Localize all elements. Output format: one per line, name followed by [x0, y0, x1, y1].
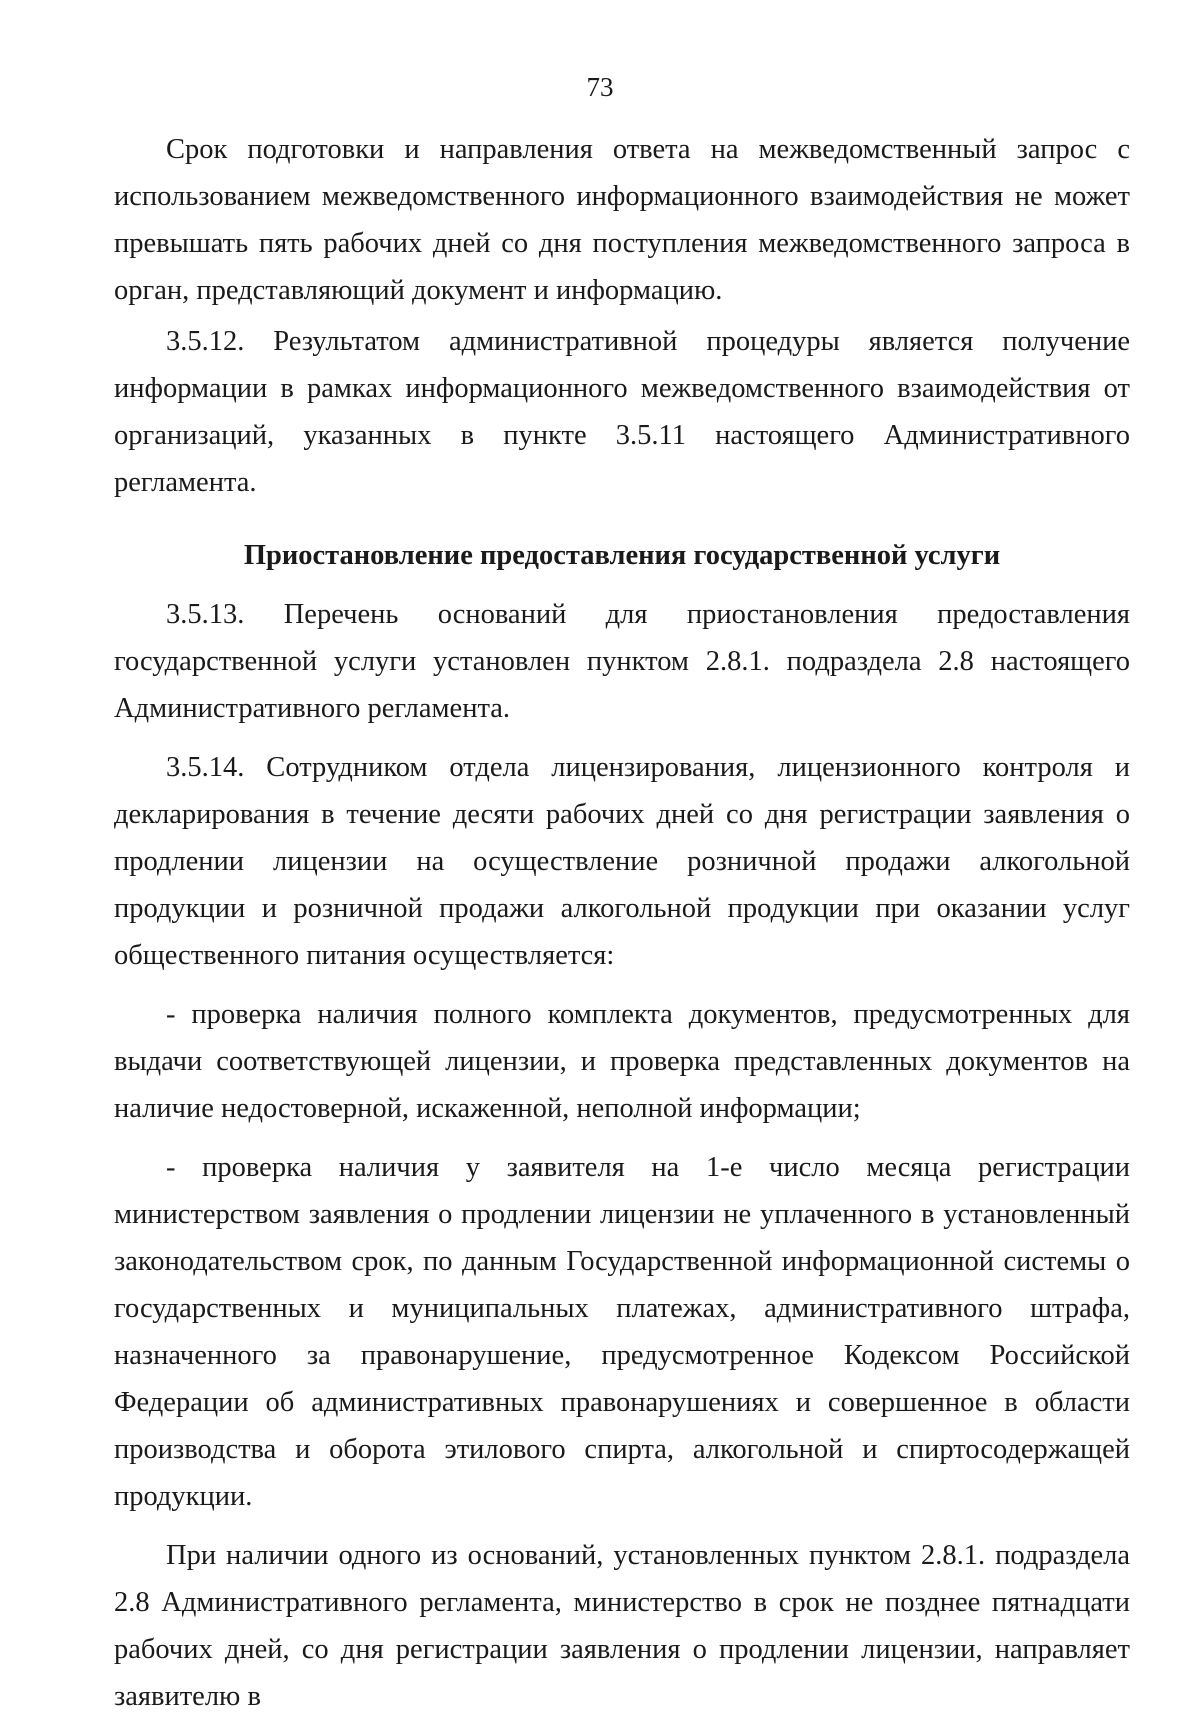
page-number: 73 [586, 72, 614, 102]
list-item-document-check: - проверка наличия полного комплекта документов, предусмотренных для выдачи соответствующей лицензии, и проверка представленных документов на наличие недостоверной, искаженной, неполной информации; [114, 999, 1130, 1124]
paragraph-response-deadline: Срок подготовки и направления ответа на межведомственный запрос с использованием межведомственного информационного взаимодействия не может превышать пять рабочих дней со дня поступления межведомственного запроса в орган, представляющий документ и информацию. [114, 134, 1130, 306]
paragraph-3-5-13: 3.5.13. Перечень оснований для приостановления предоставления государственной услуги установлен пунктом 2.8.1. подраздела 2.8 настоящего Административного регламента. [114, 599, 1130, 724]
paragraph-3-5-12: 3.5.12. Результатом административной процедуры является получение информации в рамках информационного межведомственного взаимодействия от организаций, указанных в пункте 3.5.11 настоящего Административного регламента. [114, 326, 1130, 498]
paragraph-3-5-14: 3.5.14. Сотрудником отдела лицензирования, лицензионного контроля и декларирования в течение десяти рабочих дней со дня регистрации заявления о продлении лицензии на осуществление розничной продажи алкогольной продукции и розничной продажи алкогольной продукции при оказании услуг общественного питания осуществляется: [114, 752, 1130, 971]
section-heading: Приостановление предоставления государственной услуги [243, 540, 1001, 571]
document-body [114, 126, 1130, 1720]
paragraph-grounds-found: При наличии одного из оснований, установленных пунктом 2.8.1. подраздела 2.8 Административного регламента, министерство в срок не позднее пятнадцати рабочих дней, со дня регистрации заявления о продлении лицензии, направляет заявителю в [114, 1540, 1130, 1712]
list-item-fine-check: - проверка наличия у заявителя на 1-е число месяца регистрации министерством заявления о продлении лицензии не уплаченного в установленный законодательством срок, по данным Государственной информационной системы о государственных и муниципальных платежах, административного штрафа, назначенного за правонарушение, предусмотренное Кодексом Российской Федерации об административных правонарушениях и совершенное в области производства и оборота этилового спирта, алкогольной и спиртосодержащей продукции. [114, 1152, 1130, 1512]
